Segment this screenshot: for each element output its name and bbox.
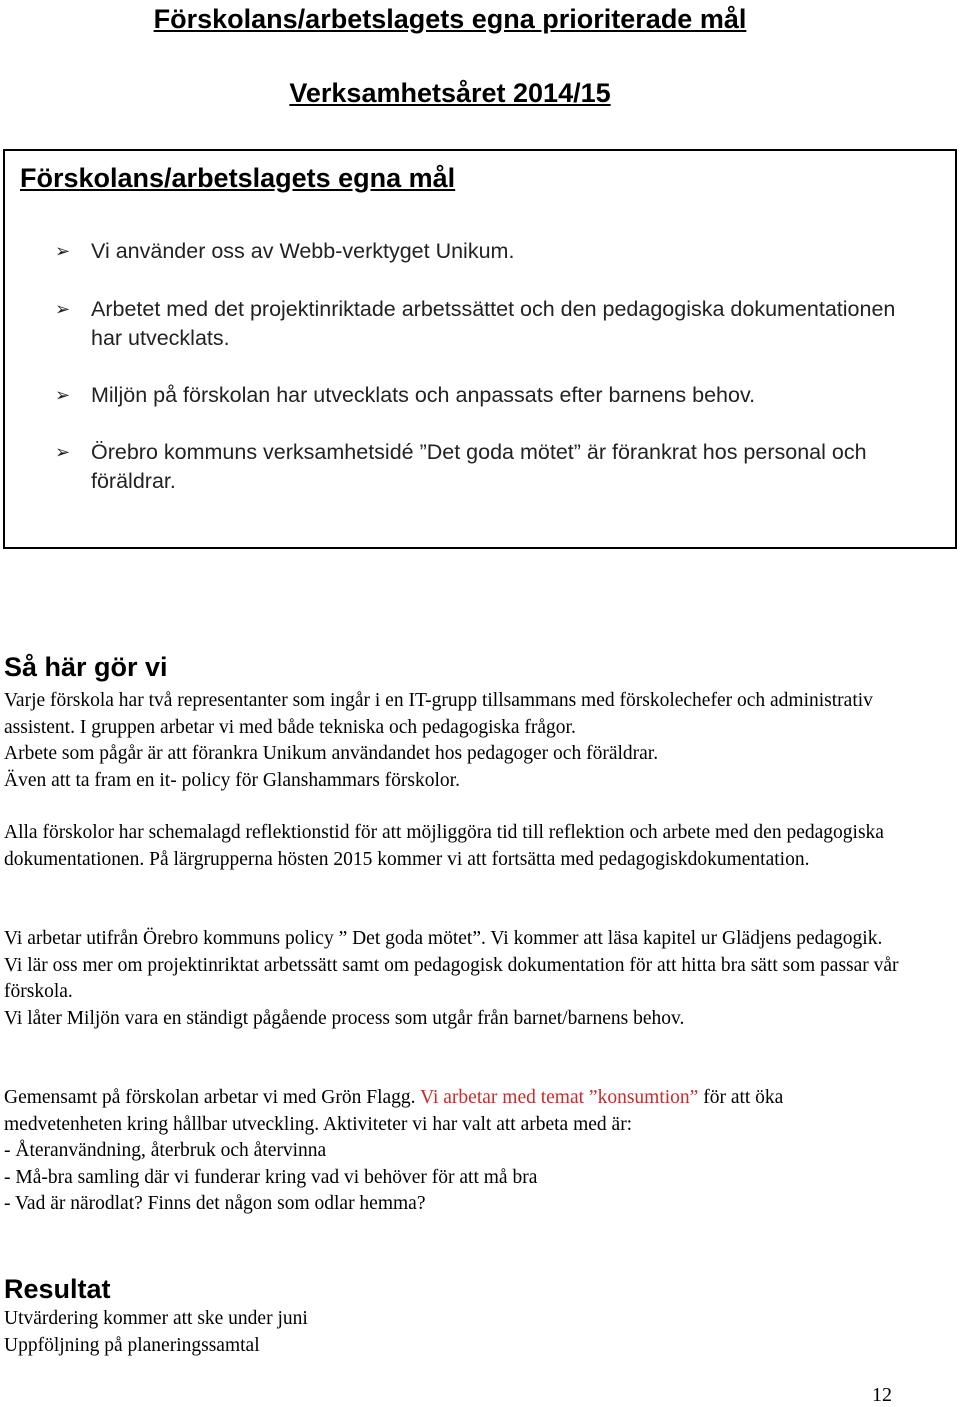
goals-heading: Förskolans/arbetslagets egna mål bbox=[20, 163, 456, 193]
page-number: 12 bbox=[872, 1384, 892, 1406]
result-heading: Resultat bbox=[4, 1274, 111, 1304]
how-paragraph-1: Varje förskola har två representanter som ingår i en IT-grupp tillsammans med förskolechefer och administrativ assistent. I gruppen arbetar vi med både tekniska och pedagogiska frågor. Arbete som pågår är att förankra Unikum användandet hos pedagoger och föräldrar. Även att ta fram en it- policy för Glanshammars förskolor. bbox=[4, 690, 873, 791]
how-paragraph-2: Alla förskolor har schemalagd reflektionstid för att möjliggöra tid till reflektion och arbete med den pedagogiska dokumentationen. På lärgrupperna hösten 2015 kommer vi att fortsätta med pedagogiskdokumentation. bbox=[4, 822, 884, 870]
arrow-right-icon: ➢ bbox=[55, 442, 71, 462]
arrow-right-icon: ➢ bbox=[55, 241, 71, 261]
arrow-right-icon: ➢ bbox=[55, 385, 71, 405]
how-paragraph-4: Gemensamt på förskolan arbetar vi med Grön Flagg. Vi arbetar med temat ”konsumtion” för att öka medvetenheten kring hållbar utveckling. Aktiviteter vi har valt att arbeta med är: - Återanvändning, återbruk och återvinna - Må-bra samling där vi funderar kring vad vi behöver för att må bra - Vad är närodlat? Finns det någon som odlar hemma? bbox=[4, 1085, 904, 1218]
page-subtitle: Verksamhetsåret 2014/15 bbox=[289, 78, 611, 108]
goals-box: Förskolans/arbetslagets egna mål ➢ Vi använder oss av Webb-verktyget Unikum. ➢ Arbetet med det projektinriktade arbetssättet och den pedagogiska dokumentationen har utvecklats. ➢ Miljön på förskolan har utvecklats och anpassats efter barnens behov. ➢ Örebro kommuns verksamhetsidé ”Det goda mötet” är förankrat hos personal och föräldrar. bbox=[3, 149, 957, 549]
how-paragraph-3: Vi arbetar utifrån Örebro kommuns policy ” Det goda mötet”. Vi kommer att läsa kapitel ur Glädjens pedagogik. Vi lär oss mer om projektinriktat arbetssätt samt om pedagogisk dokumentation för att hitta bra sätt som passar vår förskola. Vi låter Miljön vara en ständigt pågående process som utgår från barnet/barnens behov. bbox=[4, 928, 899, 1029]
activity-item: - Återanvändning, återbruk och återvinna bbox=[4, 1140, 327, 1161]
how-heading: Så här gör vi bbox=[4, 652, 168, 682]
result-lines: Utvärdering kommer att ske under juni Uppföljning på planeringssamtal bbox=[4, 1308, 308, 1356]
highlighted-theme: Vi arbetar med temat ”konsumtion” bbox=[420, 1087, 699, 1108]
activity-item: - Vad är närodlat? Finns det någon som odlar hemma? bbox=[4, 1193, 426, 1214]
page-title: Förskolans/arbetslagets egna prioriterade mål bbox=[153, 4, 747, 34]
arrow-right-icon: ➢ bbox=[55, 299, 71, 319]
activity-item: - Må-bra samling där vi funderar kring vad vi behöver för att må bra bbox=[4, 1166, 538, 1188]
